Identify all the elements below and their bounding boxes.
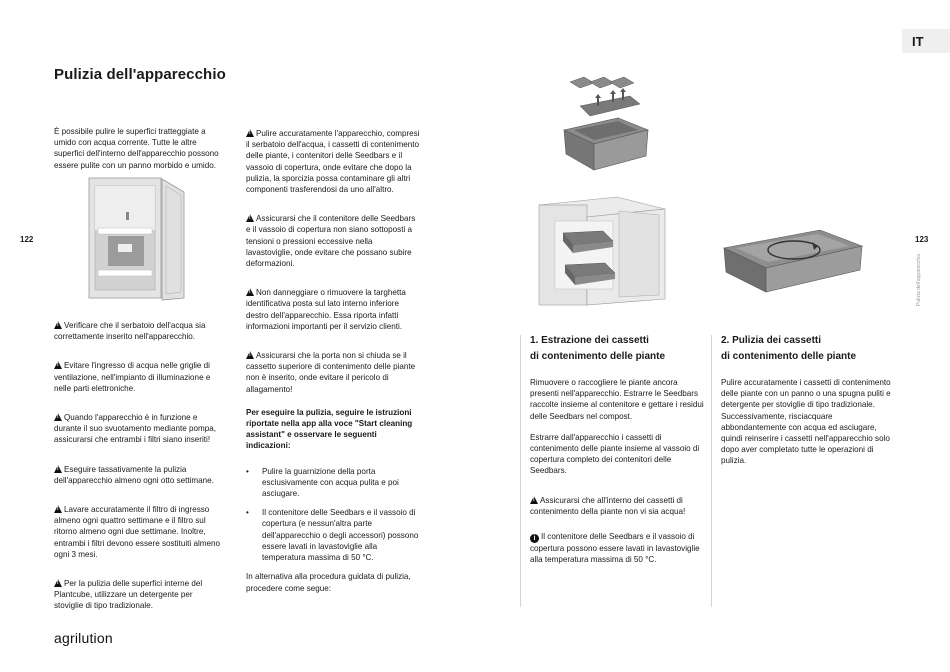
page-number-right: 123	[915, 235, 929, 244]
step-1-paragraph: Estrarre dall'apparecchio i cassetti di contenimento delle piante insieme al vassoio di copertura completo dei contenitori delle Seedbars.	[530, 432, 700, 476]
warning-icon	[54, 465, 62, 473]
seedbar-tray-exploded-illustration	[560, 74, 650, 178]
left-warning-list	[54, 320, 224, 612]
step-1-paragraph: Rimuovere o raccogliere le piante ancora presenti nell'apparecchio. Estrarre le Seedbars raccolte insieme al contenitore e gettare i residui delle Seedbars nel compost.	[530, 378, 704, 421]
step-1-heading-line2: di contenimento delle piante	[530, 351, 666, 362]
warning-icon	[530, 496, 538, 504]
intro-text: È possibile pulire le superfici tratteggiate a umido con acqua corrente. Tutte le altre superfici dell'interno dell'apparecchio possono essere pulite con un panno morbido e umido.	[54, 127, 219, 170]
warning-item: !Assicurarsi che il contenitore delle Seedbars e il vassoio di copertura non siano sottoposti a tensioni o pressioni eccessive nella lavastoviglie, onde evitare che possano subire deformazioni.	[246, 213, 420, 269]
step-2-paragraph: Pulire accuratamente i cassetti di contenimento delle piante con un panno o una spugna puliti e detergente per stoviglie di tipo tradizionale. Successivamente, risciacquare abbondantemente con acqua ed asciugare, quindi reinserire i cassetti nell'apparecchio solo dopo aver completato tutte le operazioni di pulizia.	[721, 378, 891, 466]
warning-icon	[246, 351, 254, 359]
list-item: • Il contenitore delle Seedbars e il vassoio di copertura (e nessun'altra parte dell'apparecchio o degli accessori) possono essere lavati in lavastoviglie alla temperatura massima di 50 °C.	[246, 507, 420, 563]
warning-item: !Lavare accuratamente il filtro di ingresso almeno ogni quattro settimane e il filtro sul ritorno almeno ogni due settimane. Inoltre, entrambi i filtri devono essere sostituiti almeno ogni 3 mesi.	[54, 504, 224, 560]
warning-icon	[54, 505, 62, 513]
warning-icon	[54, 579, 62, 587]
warning-item: !Assicurarsi che all'interno dei cassetti di contenimento della piante non vi sia acqua!	[530, 495, 706, 517]
warning-item: !Quando l'apparecchio è in funzione e durante il suo svuotamento mediante pompa, assicurarsi che entrambi i filtri siano inseriti!	[54, 412, 224, 446]
list-item: • Pulire la guarnizione della porta esclusivamente con acqua pulita e poi asciugare.	[246, 466, 420, 500]
alternative-procedure-text: In alternativa alla procedura guidata di pulizia, procedere come segue:	[246, 572, 411, 593]
column-divider	[711, 335, 712, 607]
warning-item: !Pulire accuratamente l'apparecchio, compresi il serbatoio dell'acqua, i cassetti di contenimento delle piante, i contenitori delle Seedbars e il vassoio di copertura, onde evitare che dopo la pulizia, la sporcizia possa contaminare gli altri componenti trasferendosi da uno all'altro.	[246, 128, 420, 195]
language-tab-label: IT	[912, 34, 924, 49]
info-icon: i	[530, 534, 539, 543]
step-2-heading: 2. Pulizia dei cassetti	[721, 335, 822, 346]
warning-icon	[246, 129, 254, 137]
column-divider	[520, 335, 521, 607]
warning-item: !Verificare che il serbatoio dell'acqua sia correttamente inserito nell'apparecchio.	[54, 320, 224, 342]
language-tab	[902, 29, 950, 53]
drawer-extraction-illustration	[537, 195, 667, 307]
step-1-section	[530, 333, 706, 565]
warning-item: !Eseguire tassativamente la pulizia dell'apparecchio almeno ogni otto settimane.	[54, 464, 224, 486]
side-section-label: Pulizia dell'apparecchio	[916, 253, 922, 306]
step-2-section	[721, 333, 897, 467]
info-item: i Il contenitore delle Seedbars e il vassoio di copertura possono essere lavati in lavastoviglie alla temperatura massima di 50 °C.	[530, 532, 700, 565]
warning-icon	[54, 413, 62, 421]
page-title: Pulizia dell'apparecchio	[54, 66, 226, 83]
warning-icon	[246, 214, 254, 222]
warning-icon	[54, 361, 62, 369]
brand-logo: agrilution	[54, 630, 113, 646]
appliance-interior-illustration	[88, 176, 188, 302]
middle-column	[246, 128, 420, 594]
warning-item: !Per la pulizia delle superfici interne del Plantcube, utilizzare un detergente per stoviglie di tipo tradizionale.	[54, 578, 224, 612]
step-1-heading: 1. Estrazione dei cassetti	[530, 335, 649, 346]
warning-icon	[246, 288, 254, 296]
instructions-intro: Per eseguire la pulizia, seguire le istruzioni riportate nella app alla voce "Start cleaning assistant" e osservare le seguenti indicazioni:	[246, 407, 413, 451]
instruction-list	[246, 466, 420, 564]
drawer-cleaning-illustration	[722, 228, 864, 300]
page-number-left: 122	[20, 235, 34, 244]
warning-item: !Evitare l'ingresso di acqua nelle griglie di ventilazione, nell'impianto di illuminazione e nelle parti elettroniche.	[54, 360, 224, 394]
warning-icon	[54, 321, 62, 329]
warning-item: !Assicurarsi che la porta non si chiuda se il cassetto superiore di contenimento delle piante non è inserito, onde evitare il pericolo di allagamento!	[246, 350, 420, 395]
warning-item: !Non danneggiare o rimuovere la targhetta identificativa posta sul lato interno inferiore destro dell'apparecchio. Essa riporta infatti informazioni importanti per il servizio clienti.	[246, 287, 420, 332]
step-2-heading-line2: di contenimento delle piante	[721, 351, 857, 362]
